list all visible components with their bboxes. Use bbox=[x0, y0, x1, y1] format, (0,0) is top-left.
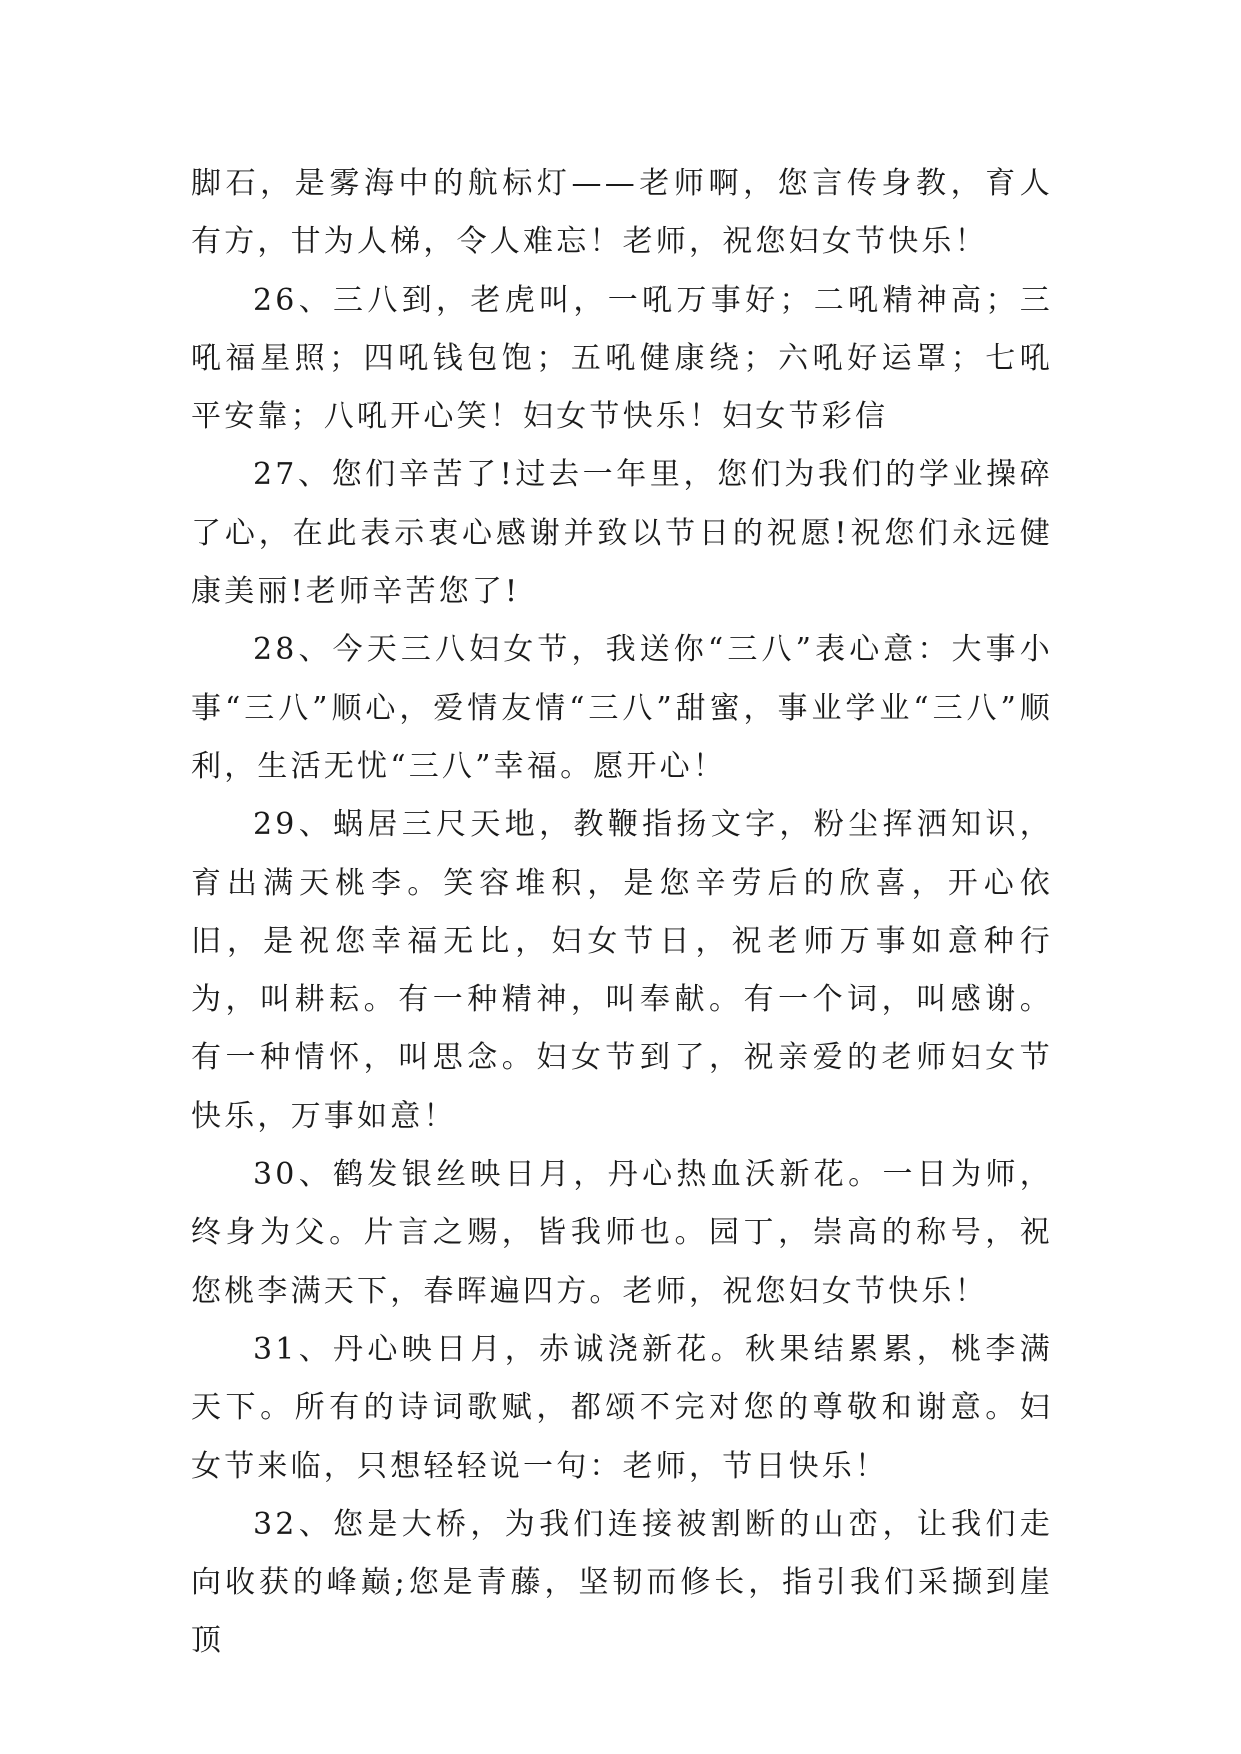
paragraph-continuation: 脚石，是雾海中的航标灯——老师啊，您言传身教，育人有方，甘为人梯，令人难忘！老师，祝您妇女节快乐！ bbox=[191, 166, 1053, 260]
paragraph-27: 27、您们辛苦了!过去一年里，您们为我们的学业操碎了心，在此表示衷心感谢并致以节日的祝愿!祝您们永远健康美丽!老师辛苦您了! bbox=[191, 457, 1053, 610]
paragraph-28: 28、今天三八妇女节，我送你“三八”表心意：大事小事“三八”顺心，爱情友情“三八”甜蜜，事业学业“三八”顺利，生活无忧“三八”幸福。愿开心！ bbox=[191, 632, 1053, 784]
paragraph-29: 29、蜗居三尺天地，教鞭指扬文字，粉尘挥洒知识，育出满天桃李。笑容堆积，是您辛劳后的欣喜，开心依旧，是祝您幸福无比，妇女节日，祝老师万事如意种行为，叫耕耘。有一种精神，叫奉献。有一个词，叫感谢。有一种情怀，叫思念。妇女节到了，祝亲爱的老师妇女节快乐，万事如意！ bbox=[191, 807, 1053, 1134]
paragraph-32: 32、您是大桥，为我们连接被割断的山峦，让我们走向收获的峰巅;您是青藤，坚韧而修长，指引我们采撷到崖顶 bbox=[191, 1506, 1053, 1659]
paragraph-26: 26、三八到，老虎叫，一吼万事好；二吼精神高；三吼福星照；四吼钱包饱；五吼健康绕；六吼好运罩；七吼平安靠；八吼开心笑！妇女节快乐！妇女节彩信 bbox=[191, 282, 1053, 435]
document-body bbox=[191, 155, 1053, 1671]
paragraph-31: 31、丹心映日月，赤诚浇新花。秋果结累累，桃李满天下。所有的诗词歌赋，都颂不完对您的尊敬和谢意。妇女节来临，只想轻轻说一句：老师，节日快乐！ bbox=[191, 1331, 1053, 1484]
paragraph-30: 30、鹤发银丝映日月，丹心热血沃新花。一日为师，终身为父。片言之赐，皆我师也。园丁，崇高的称号，祝您桃李满天下，春晖遍四方。老师，祝您妇女节快乐！ bbox=[191, 1157, 1053, 1309]
